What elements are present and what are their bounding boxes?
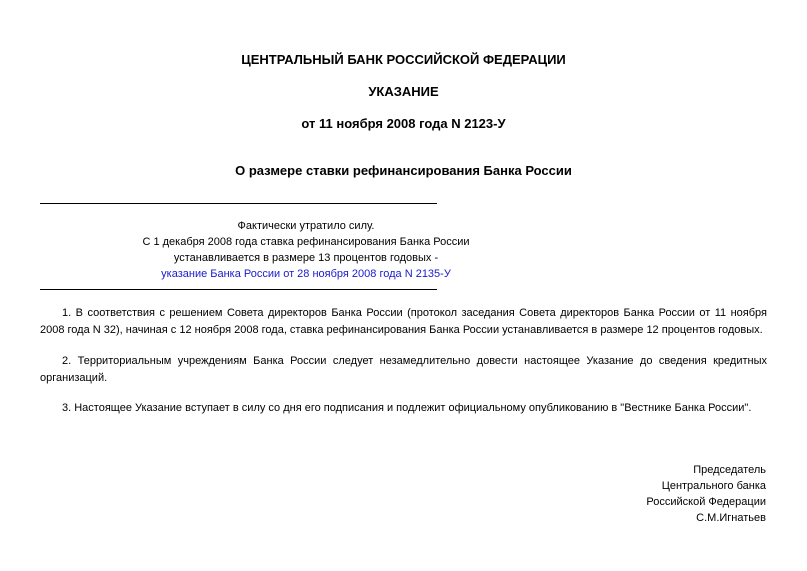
paragraph-1: 1. В соответствия с решением Совета директоров Банка России (протокол заседания Совета директоров Банка России от 11 ноября 2008 года N 32), начиная с 12 ноября 2008 года, ставка рефинансирования Банка России устанавливается в размере 12 процентов годовых. — [40, 307, 767, 336]
notice-line-2: С 1 декабря 2008 года ставка рефинансирования Банка России — [142, 236, 470, 248]
notice-line-3: устанавливается в размере 13 процентов годовых - — [173, 252, 439, 264]
status-notice — [40, 218, 572, 282]
signatory-name: С.М.Игнатьев — [696, 512, 766, 524]
signatory-title-line-2: Центрального банка — [661, 480, 766, 492]
paragraph-2: 2. Территориальным учреждениям Банка России следует незамедлительно довести настоящее Указание до сведения кредитных организаций. — [40, 355, 767, 384]
document-subject: О размере ставки рефинансирования Банка России — [235, 163, 572, 178]
notice-top-divider — [40, 203, 437, 204]
paragraph-3: 3. Настоящее Указание вступает в силу со дня его подписания и подлежит официальному опубликованию в "Вестнике Банка России". — [62, 402, 752, 414]
issuer-title: ЦЕНТРАЛЬНЫЙ БАНК РОССИЙСКОЙ ФЕДЕРАЦИИ — [241, 52, 566, 67]
signatory-title-line-1: Председатель — [693, 464, 766, 476]
notice-line-1: Фактически утратило силу. — [237, 220, 375, 232]
signature-block — [646, 462, 766, 526]
document-type: УКАЗАНИЕ — [368, 84, 439, 99]
document-date-number: от 11 ноября 2008 года N 2123-У — [301, 116, 506, 131]
amending-document-link[interactable]: указание Банка России от 28 ноября 2008 года N 2135-У — [161, 268, 451, 280]
notice-bottom-divider — [40, 289, 437, 290]
signatory-title-line-3: Российской Федерации — [646, 496, 766, 508]
